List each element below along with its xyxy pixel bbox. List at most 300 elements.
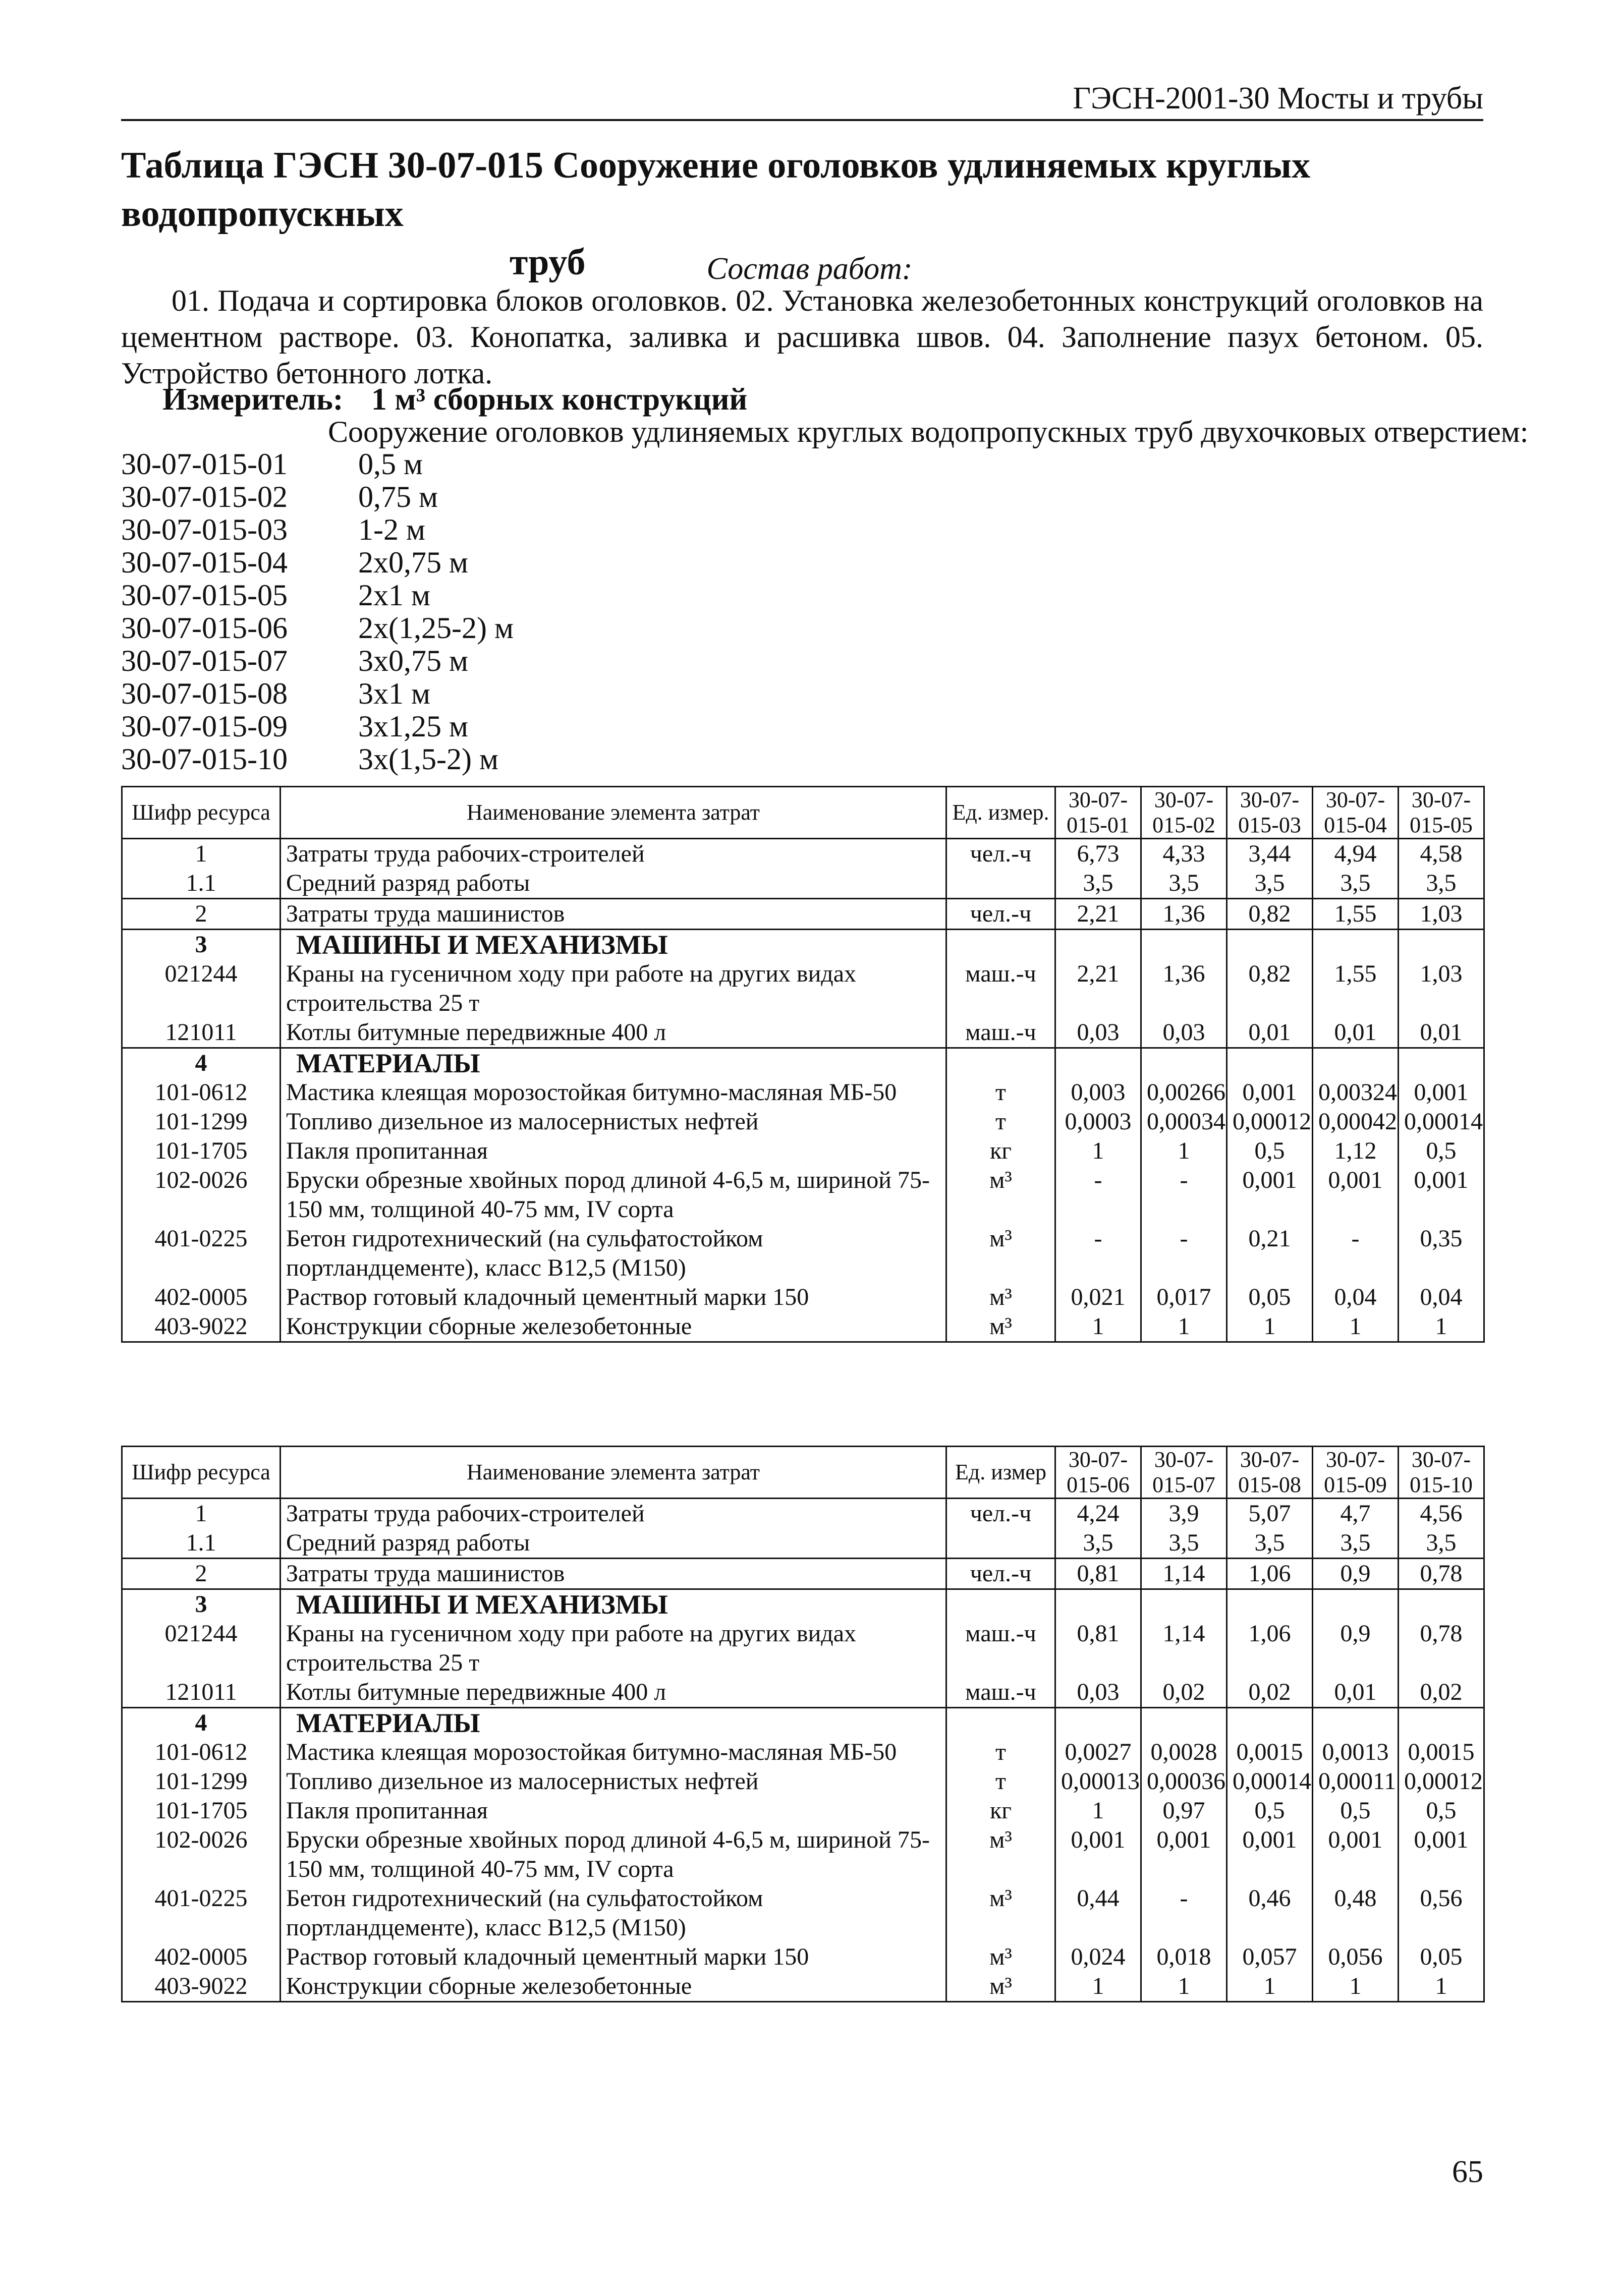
norm-value-cell: 1,14 [1141,1559,1227,1589]
variant-code: 30-07-015-04 [121,546,288,579]
variant-row [121,612,514,645]
cost-item-name-cell: Мастика клеящая морозостойкая битумно-масляная МБ-50 [281,1078,946,1107]
unit-cell: чел.-ч [946,1559,1055,1589]
norm-value-cell: 1 [1055,1796,1141,1825]
norm-value-cell: 0,003 [1055,1078,1141,1107]
norm-value-cell: 4,33 [1141,839,1227,869]
cost-item-name-cell: МАТЕРИАЛЫ [281,1708,946,1738]
norm-value-cell: 0,024 [1055,1942,1141,1972]
column-header: 30-07- 015-08 [1227,1447,1313,1499]
unit-cell: м³ [946,1224,1055,1283]
norm-value-cell: 0,00014 [1227,1767,1313,1796]
resource-code-cell: 3 [122,930,281,960]
unit-cell: м³ [946,1942,1055,1972]
meter-label: Измеритель: [162,382,344,417]
norm-value-cell: 0,0003 [1055,1107,1141,1136]
norm-value-cell [1227,1708,1313,1738]
column-header: Ед. измер. [946,787,1055,839]
norm-value-cell: 0,02 [1227,1678,1313,1708]
norm-value-cell: 0,5 [1227,1136,1313,1166]
variant-code: 30-07-015-05 [121,579,288,612]
title-line-2: труб [510,242,586,283]
norm-value-cell: - [1141,1884,1227,1942]
resource-code-cell: 403-9022 [122,1312,281,1342]
norm-value-cell: 0,04 [1399,1283,1484,1312]
resource-code-cell: 401-0225 [122,1224,281,1283]
table-row [122,1312,1484,1342]
norms-table-2 [121,1446,1485,2002]
norm-value-cell: 4,7 [1313,1499,1399,1529]
unit-cell [946,1528,1055,1559]
norm-value-cell: 3,5 [1227,1528,1313,1559]
norm-value-cell: 0,001 [1399,1078,1484,1107]
column-header: 30-07- 015-05 [1399,787,1484,839]
header-rule [121,119,1483,121]
norm-value-cell: 4,56 [1399,1499,1484,1529]
norm-value-cell [1055,1708,1141,1738]
variant-value: 0,75 м [358,480,438,513]
norm-value-cell: 1 [1141,1312,1227,1342]
norm-value-cell: 0,81 [1055,1559,1141,1589]
norm-value-cell: 0,9 [1313,1559,1399,1589]
resource-code-cell: 401-0225 [122,1884,281,1942]
cost-item-name-cell: Топливо дизельное из малосернистых нефтей [281,1107,946,1136]
variant-code: 30-07-015-01 [121,447,288,481]
norm-value-cell: 0,0015 [1227,1738,1313,1767]
norm-value-cell: 2,21 [1055,899,1141,930]
resource-code-cell: 101-1299 [122,1107,281,1136]
variant-list [121,448,514,776]
norm-value-cell: 3,5 [1141,869,1227,899]
norm-value-cell: 1,06 [1227,1559,1313,1589]
norm-value-cell [1141,930,1227,960]
unit-cell: м³ [946,1166,1055,1224]
meter-line [162,382,747,418]
norm-value-cell: 0,05 [1399,1942,1484,1972]
table-row [122,839,1484,869]
table-row [122,899,1484,930]
table-row [122,1136,1484,1166]
norm-value-cell: 1,12 [1313,1136,1399,1166]
unit-cell [946,869,1055,899]
norm-value-cell: 3,5 [1141,1528,1227,1559]
table-row [122,1589,1484,1620]
cost-item-name-cell: Раствор готовый кладочный цементный марки 150 [281,1283,946,1312]
norm-value-cell: 0,0027 [1055,1738,1141,1767]
norm-value-cell: 0,82 [1227,959,1313,1018]
norm-value-cell: 0,021 [1055,1283,1141,1312]
resource-code-cell: 1 [122,1499,281,1529]
norm-value-cell: 3,5 [1313,1528,1399,1559]
resource-code-cell: 2 [122,899,281,930]
norm-value-cell: 3,5 [1399,1528,1484,1559]
table-header-row [122,1447,1484,1499]
resource-code-cell: 102-0026 [122,1825,281,1884]
resource-code-cell: 2 [122,1559,281,1589]
table-row [122,1283,1484,1312]
norm-value-cell: 1,14 [1141,1619,1227,1678]
norm-value-cell [1055,1589,1141,1620]
unit-cell: кг [946,1796,1055,1825]
norm-value-cell [1055,930,1141,960]
resource-code-cell: 101-1705 [122,1136,281,1166]
norm-value-cell: 0,0013 [1313,1738,1399,1767]
table-row [122,1708,1484,1738]
norm-value-cell: 3,5 [1227,869,1313,899]
norm-value-cell: 1 [1055,1312,1141,1342]
norm-value-cell: 1 [1399,1972,1484,2002]
meter-unit: 1 м³ сборных конструкций [371,382,748,417]
norm-value-cell: 0,056 [1313,1942,1399,1972]
variant-value: 3x0,75 м [358,644,468,677]
variant-code: 30-07-015-06 [121,611,288,645]
variant-value: 1-2 м [358,513,425,546]
table-row [122,1018,1484,1048]
variant-code: 30-07-015-07 [121,644,288,677]
norm-value-cell [1313,1589,1399,1620]
variant-row [121,513,514,546]
unit-cell: маш.-ч [946,1678,1055,1708]
norm-value-cell: 3,5 [1313,869,1399,899]
norm-value-cell: 1,03 [1399,959,1484,1018]
unit-cell [946,1589,1055,1620]
norm-value-cell [1227,930,1313,960]
norm-value-cell: 0,48 [1313,1884,1399,1942]
norm-value-cell: 0,018 [1141,1942,1227,1972]
cost-item-name-cell: Затраты труда рабочих-строителей [281,1499,946,1529]
cost-item-name-cell: Конструкции сборные железобетонные [281,1972,946,2002]
cost-item-name-cell: Бетон гидротехнический (на сульфатостойком портландцементе), класс В12,5 (М150) [281,1884,946,1942]
norm-value-cell: 0,00012 [1227,1107,1313,1136]
unit-cell: т [946,1738,1055,1767]
norm-value-cell: 0,001 [1399,1825,1484,1884]
norm-value-cell: 0,017 [1141,1283,1227,1312]
norm-value-cell: 3,5 [1055,1528,1141,1559]
column-header: Наименование элемента затрат [281,1447,946,1499]
running-header: ГЭСН-2001-30 Мосты и трубы [1073,81,1483,116]
table-row [122,1825,1484,1884]
cost-item-name-cell: Котлы битумные передвижные 400 л [281,1678,946,1708]
norm-value-cell: 4,94 [1313,839,1399,869]
norm-value-cell: 0,001 [1227,1078,1313,1107]
norm-value-cell: 1,36 [1141,959,1227,1018]
cost-item-name-cell: Котлы битумные передвижные 400 л [281,1018,946,1048]
resource-code-cell: 121011 [122,1018,281,1048]
unit-cell: м³ [946,1312,1055,1342]
table-row [122,1499,1484,1529]
column-header: 30-07- 015-09 [1313,1447,1399,1499]
norm-value-cell [1313,1708,1399,1738]
cost-item-name-cell: Затраты труда машинистов [281,899,946,930]
resource-code-cell: 4 [122,1048,281,1078]
norm-value-cell [1141,1589,1227,1620]
norm-value-cell: 0,00266 [1141,1078,1227,1107]
norm-value-cell: 3,5 [1055,869,1141,899]
norm-value-cell [1399,930,1484,960]
norm-value-cell: 0,02 [1141,1678,1227,1708]
norm-value-cell: 0,001 [1227,1825,1313,1884]
norm-value-cell: - [1141,1224,1227,1283]
table-row [122,1528,1484,1559]
norm-value-cell: 0,35 [1399,1224,1484,1283]
resource-code-cell: 121011 [122,1678,281,1708]
column-header: 30-07- 015-10 [1399,1447,1484,1499]
norm-value-cell: 1 [1055,1972,1141,2002]
norm-value-cell: 0,001 [1313,1825,1399,1884]
table-row [122,1796,1484,1825]
table-row [122,1942,1484,1972]
cost-item-name-cell: МАШИНЫ И МЕХАНИЗМЫ [281,930,946,960]
variant-code: 30-07-015-10 [121,742,288,776]
norm-value-cell [1141,1708,1227,1738]
column-header: 30-07- 015-04 [1313,787,1399,839]
variant-row [121,645,514,677]
unit-cell: чел.-ч [946,899,1055,930]
unit-cell: чел.-ч [946,1499,1055,1529]
norm-value-cell: 0,78 [1399,1559,1484,1589]
variant-code: 30-07-015-03 [121,513,288,546]
resource-code-cell: 402-0005 [122,1283,281,1312]
table-header-row [122,787,1484,839]
resource-code-cell: 021244 [122,1619,281,1678]
norm-value-cell: 0,00324 [1313,1078,1399,1107]
norm-value-cell: 1,36 [1141,899,1227,930]
column-header: 30-07- 015-07 [1141,1447,1227,1499]
unit-cell: м³ [946,1283,1055,1312]
norm-value-cell: 0,05 [1227,1283,1313,1312]
norm-value-cell: 0,02 [1399,1678,1484,1708]
variant-value: 3x1 м [358,677,430,710]
norm-value-cell: - [1313,1224,1399,1283]
norm-value-cell: 0,03 [1141,1018,1227,1048]
column-header: Шифр ресурса [122,1447,281,1499]
norm-value-cell: 1,55 [1313,959,1399,1018]
table-row [122,1678,1484,1708]
norm-value-cell [1399,1589,1484,1620]
work-composition-text: 01. Подача и сортировка блоков оголовков. 02. Установка железобетонных конструкций оголовков на цементном растворе. 03. Конопатка, заливка и расшивка швов. 04. Заполнение пазух бетоном. 05. Устройство бетонного лотка. [121,284,1483,390]
variant-value: 2x(1,25-2) м [358,611,514,645]
norm-value-cell: 0,0028 [1141,1738,1227,1767]
norm-value-cell: 0,03 [1055,1018,1141,1048]
unit-cell: м³ [946,1972,1055,2002]
norm-value-cell: - [1055,1224,1141,1283]
cost-item-name-cell: МАТЕРИАЛЫ [281,1048,946,1078]
table-row [122,959,1484,1018]
column-header: Шифр ресурса [122,787,281,839]
title-line-1: Таблица ГЭСН 30-07-015 Сооружение оголовков удлиняемых круглых водопропускных [121,145,1311,235]
column-header: 30-07- 015-01 [1055,787,1141,839]
norm-value-cell: 0,00034 [1141,1107,1227,1136]
column-header: 30-07- 015-02 [1141,787,1227,839]
variant-value: 3x1,25 м [358,710,468,743]
variant-row [121,677,514,710]
norm-value-cell: 0,001 [1141,1825,1227,1884]
table-row [122,930,1484,960]
unit-cell: т [946,1078,1055,1107]
table-row [122,1107,1484,1136]
norm-value-cell: 0,5 [1313,1796,1399,1825]
norm-value-cell: 0,057 [1227,1942,1313,1972]
resource-code-cell: 101-0612 [122,1738,281,1767]
norm-value-cell [1141,1048,1227,1078]
unit-cell: т [946,1107,1055,1136]
page-number: 65 [1452,2155,1483,2189]
norm-value-cell: 0,46 [1227,1884,1313,1942]
table-row [122,1619,1484,1678]
norm-value-cell: 1 [1313,1972,1399,2002]
unit-cell: т [946,1767,1055,1796]
cost-item-name-cell: Средний разряд работы [281,869,946,899]
norm-value-cell: 1,06 [1227,1619,1313,1678]
norm-value-cell: 1 [1227,1972,1313,2002]
variant-value: 3x(1,5-2) м [358,742,498,776]
resource-code-cell: 3 [122,1589,281,1620]
cost-item-name-cell: Затраты труда машинистов [281,1559,946,1589]
cost-item-name-cell: Раствор готовый кладочный цементный марки 150 [281,1942,946,1972]
norm-value-cell: 0,01 [1399,1018,1484,1048]
norm-value-cell: 1 [1141,1972,1227,2002]
resource-code-cell: 101-1705 [122,1796,281,1825]
unit-cell: маш.-ч [946,1018,1055,1048]
unit-cell: чел.-ч [946,839,1055,869]
norm-value-cell: 0,00011 [1313,1767,1399,1796]
cost-item-name-cell: Бруски обрезные хвойных пород длиной 4-6,5 м, шириной 75-150 мм, толщиной 40-75 мм, IV сорта [281,1825,946,1884]
unit-cell: м³ [946,1884,1055,1942]
norm-value-cell: 0,04 [1313,1283,1399,1312]
norm-value-cell: 0,97 [1141,1796,1227,1825]
table-row [122,1972,1484,2002]
norm-value-cell [1313,930,1399,960]
resource-code-cell: 1 [122,839,281,869]
norm-value-cell [1313,1048,1399,1078]
variant-header: Сооружение оголовков удлиняемых круглых водопропускных труб двухочковых отверстием: [328,415,1529,448]
norm-value-cell: 1 [1055,1136,1141,1166]
norm-value-cell [1227,1048,1313,1078]
norm-value-cell: 0,5 [1227,1796,1313,1825]
norm-value-cell: 0,001 [1055,1825,1141,1884]
cost-item-name-cell: Пакля пропитанная [281,1136,946,1166]
norm-value-cell: 3,5 [1399,869,1484,899]
variant-row [121,743,514,776]
cost-item-name-cell: Краны на гусеничном ходу при работе на других видах строительства 25 т [281,959,946,1018]
norm-value-cell: 0,03 [1055,1678,1141,1708]
table-row [122,1738,1484,1767]
cost-item-name-cell: Бруски обрезные хвойных пород длиной 4-6,5 м, шириной 75-150 мм, толщиной 40-75 мм, IV сорта [281,1166,946,1224]
norm-value-cell: 0,00014 [1399,1107,1484,1136]
norm-value-cell: 0,001 [1313,1166,1399,1224]
norm-value-cell: 6,73 [1055,839,1141,869]
norm-value-cell: 3,44 [1227,839,1313,869]
norm-value-cell: 4,24 [1055,1499,1141,1529]
resource-code-cell: 403-9022 [122,1972,281,2002]
variant-code: 30-07-015-09 [121,710,288,743]
norm-value-cell: 0,00012 [1399,1767,1484,1796]
norm-value-cell: 5,07 [1227,1499,1313,1529]
variant-row [121,710,514,743]
table-row [122,1048,1484,1078]
variant-code: 30-07-015-02 [121,480,288,513]
norm-value-cell: 4,58 [1399,839,1484,869]
table-row [122,1559,1484,1589]
table-row [122,1767,1484,1796]
table-row [122,1224,1484,1283]
unit-cell: м³ [946,1825,1055,1884]
resource-code-cell: 101-0612 [122,1078,281,1107]
table-row [122,1166,1484,1224]
column-header: 30-07- 015-03 [1227,787,1313,839]
norm-value-cell: 1,03 [1399,899,1484,930]
norm-value-cell: 0,81 [1055,1619,1141,1678]
cost-item-name-cell: Краны на гусеничном ходу при работе на других видах строительства 25 т [281,1619,946,1678]
norm-value-cell [1399,1048,1484,1078]
norm-value-cell: 0,00013 [1055,1767,1141,1796]
variant-code: 30-07-015-08 [121,677,288,710]
unit-cell: маш.-ч [946,959,1055,1018]
norm-value-cell: 0,9 [1313,1619,1399,1678]
unit-cell [946,1048,1055,1078]
norm-value-cell [1399,1708,1484,1738]
column-header: Ед. измер [946,1447,1055,1499]
unit-cell [946,1708,1055,1738]
norm-value-cell: 1 [1141,1136,1227,1166]
norm-value-cell: 1 [1399,1312,1484,1342]
norm-value-cell: 2,21 [1055,959,1141,1018]
variant-value: 0,5 м [358,447,423,481]
cost-item-name-cell: Топливо дизельное из малосернистых нефтей [281,1767,946,1796]
norm-value-cell: 0,82 [1227,899,1313,930]
unit-cell [946,930,1055,960]
norm-value-cell: 0,78 [1399,1619,1484,1678]
work-composition-title: Состав работ: [706,252,913,286]
norm-value-cell [1227,1589,1313,1620]
norm-value-cell: 0,5 [1399,1796,1484,1825]
norm-value-cell: 0,00036 [1141,1767,1227,1796]
table-row [122,1884,1484,1942]
norm-value-cell: 1 [1313,1312,1399,1342]
variant-value: 2x1 м [358,579,430,612]
cost-item-name-cell: Бетон гидротехнический (на сульфатостойком портландцементе), класс В12,5 (М150) [281,1224,946,1283]
variant-row [121,448,514,481]
resource-code-cell: 021244 [122,959,281,1018]
table-row [122,869,1484,899]
resource-code-cell: 102-0026 [122,1166,281,1224]
norm-value-cell: 0,001 [1227,1166,1313,1224]
norm-value-cell: 0,5 [1399,1136,1484,1166]
norms-table-1 [121,786,1485,1343]
variant-row [121,481,514,513]
norm-value-cell: 1,55 [1313,899,1399,930]
norm-value-cell: 0,44 [1055,1884,1141,1942]
column-header: Наименование элемента затрат [281,787,946,839]
norm-value-cell: 3,9 [1141,1499,1227,1529]
norm-value-cell: 0,001 [1399,1166,1484,1224]
variant-row [121,579,514,612]
column-header: 30-07- 015-06 [1055,1447,1141,1499]
norm-value-cell: 0,01 [1313,1018,1399,1048]
cost-item-name-cell: Средний разряд работы [281,1528,946,1559]
cost-item-name-cell: Пакля пропитанная [281,1796,946,1825]
cost-item-name-cell: Мастика клеящая морозостойкая битумно-масляная МБ-50 [281,1738,946,1767]
unit-cell: кг [946,1136,1055,1166]
unit-cell: маш.-ч [946,1619,1055,1678]
resource-code-cell: 1.1 [122,1528,281,1559]
table-row [122,1078,1484,1107]
cost-item-name-cell: МАШИНЫ И МЕХАНИЗМЫ [281,1589,946,1620]
norm-value-cell: - [1141,1166,1227,1224]
variant-value: 2x0,75 м [358,546,468,579]
resource-code-cell: 1.1 [122,869,281,899]
norm-value-cell: 0,00042 [1313,1107,1399,1136]
